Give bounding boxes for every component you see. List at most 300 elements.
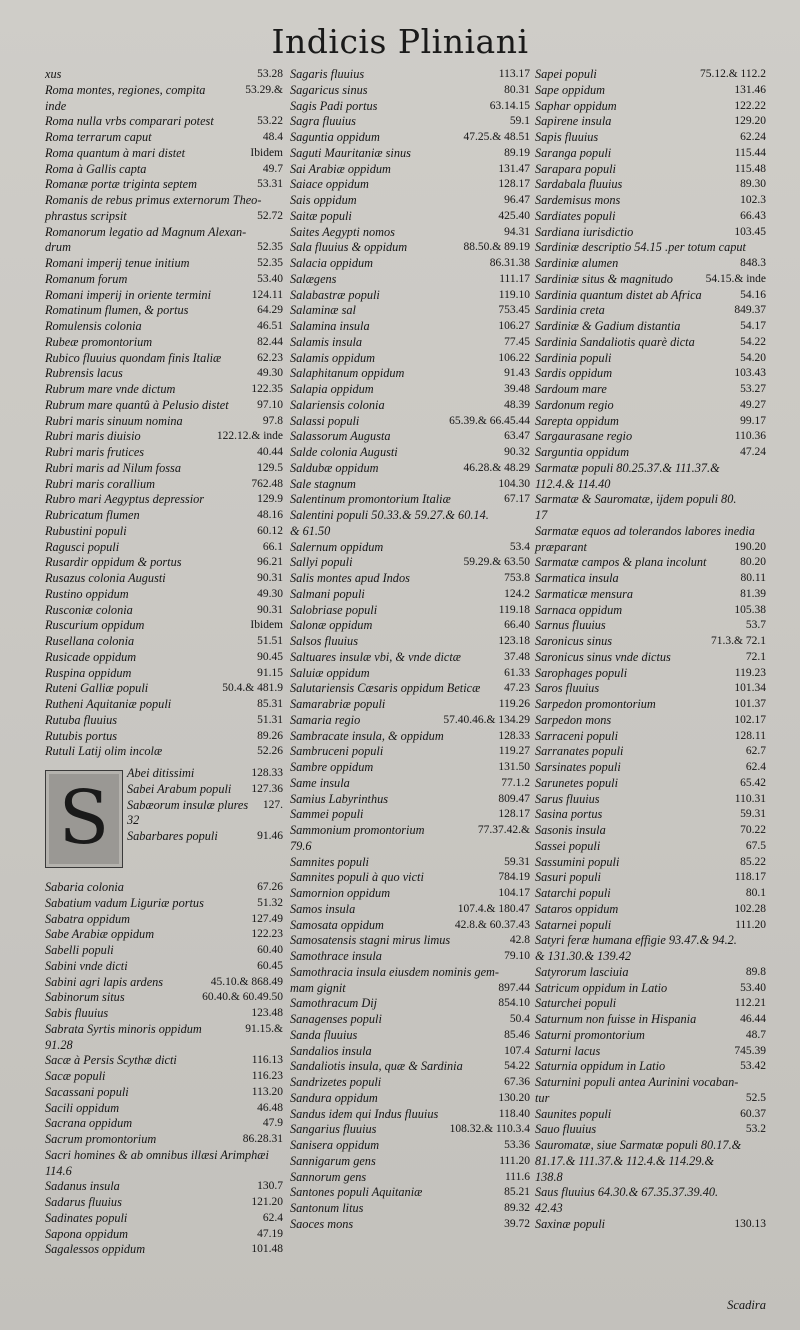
index-entry [290,666,530,682]
index-entry [127,782,283,798]
entry-term: Rusconiæ colonia [45,602,133,617]
index-entry [45,366,283,382]
entry-reference: 49.30 [257,587,283,600]
entry-reference: 91.43 [504,367,530,380]
entry-reference: 118.40 [498,1107,530,1120]
index-entry [45,67,283,83]
index-entry [290,303,530,319]
entry-reference: 89.26 [257,729,283,742]
entry-term: Sarguntia oppidum [535,445,630,459]
entry-reference: 52.35 [257,257,283,269]
entry-term: Sardiates populi [535,208,616,223]
index-entry [45,975,283,991]
entry-term: Rubrum mare quantû à Pelusio distet [45,397,229,412]
entry-reference: 66.43 [740,209,766,222]
index-entry [45,650,283,666]
entry-term: Salassi populi [290,413,360,428]
entry-term: Sambruceni populi [290,744,384,759]
index-entry [290,225,530,241]
entry-term: Sadinates populi [45,1210,128,1225]
index-entry [535,508,766,524]
entry-term: Romanis de rebus primus externorum Theo- [45,193,262,207]
entry-term: Satarchi populi [535,886,611,900]
entry-reference: 105.38 [734,603,766,616]
entry-term: Sarmatæ populi 80.25.37.& 111.37.& [535,460,720,475]
index-entry [45,256,283,272]
entry-reference: 89.32 [504,1202,530,1214]
entry-reference: 897.44 [498,981,530,994]
entry-reference: 122.12.& inde [216,430,283,443]
index-entry [535,1012,766,1028]
entry-reference: 90.31 [257,603,283,616]
entry-reference: 91.15 [257,666,283,679]
entry-term: Roma quantum à mari distet [45,145,186,160]
index-entry [127,766,283,782]
entry-term: Rubri maris sinuum nomina [45,413,183,428]
index-entry [45,1116,283,1132]
entry-term: Saturnia oppidum in Latio [535,1059,666,1074]
entry-reference: 39.72 [504,1217,530,1230]
index-entry [45,880,283,896]
index-entry [535,603,766,619]
entry-reference: 48.4 [262,131,283,143]
index-entry [290,618,530,634]
index-entry [290,697,530,713]
index-entry [45,618,283,634]
index-entry [290,807,530,823]
entry-reference: 66.40 [504,619,530,632]
index-entry [127,813,283,829]
entry-reference: 57.40.46.& 134.29 [443,713,530,726]
index-entry [290,933,530,949]
entry-term: Sanagenses populi [290,1012,382,1026]
entry-term: Saites Aegypti nomos [290,224,395,239]
index-entry [535,1185,766,1201]
entry-reference: 59.1 [509,115,530,128]
index-entry [290,1154,530,1170]
entry-term: Sabarbares populi [127,829,218,843]
entry-reference: 89.30 [740,178,766,191]
entry-term: Sardoum mare [535,382,607,396]
index-entry [290,744,530,760]
entry-reference: 90.45 [257,650,283,663]
entry-term: Salapia oppidum [290,382,374,396]
entry-reference: 86.31.38 [489,257,530,269]
entry-reference: 86.28.31 [242,1133,283,1145]
entry-reference: 39.48 [504,383,530,395]
entry-term: Rubri maris frutices [45,445,145,459]
entry-reference: 53.2 [745,1123,766,1136]
index-entry [535,634,766,650]
index-entry [290,414,530,430]
entry-term: Sarmatæ campos & plana incolunt [535,555,707,570]
entry-term: Sarraceni populi [535,728,618,743]
index-entry [45,99,283,115]
entry-reference: 111.17 [499,272,530,285]
entry-term: Salamina insula [290,319,370,333]
entry-term: Saus fluuius 64.30.& 67.35.37.39.40. [535,1185,719,1200]
entry-term: Saronicus sinus vnde dictus [535,649,671,664]
entry-reference: 67.26 [257,881,283,893]
entry-term: Salis montes apud Indos [290,571,410,585]
index-entry [535,776,766,792]
entry-term: Samos insula [290,901,356,916]
entry-term: Sarsinates populi [535,760,621,774]
entry-term: Ruscurium oppidum [45,618,145,633]
entry-reference: 123.18 [498,635,530,647]
entry-term: Salamis oppidum [290,350,376,365]
index-entry [290,193,530,209]
index-entry [45,114,283,130]
entry-term: Sacæ à Persis Scythæ dicti [45,1053,177,1068]
index-entry [45,524,283,540]
entry-term: Sabini agri lapis ardens [45,974,164,989]
entry-term: Sangarius fluuius [290,1122,377,1137]
index-entry [45,1006,283,1022]
entry-term: Samarabriæ populi [290,697,386,711]
index-entry [45,990,283,1006]
entry-term: Saros fluuius [535,681,600,696]
entry-term: Sabei Arabum populi [127,781,232,796]
entry-reference: 48.16 [257,509,283,521]
index-entry [535,792,766,808]
entry-term: Sapona oppidum [45,1226,129,1241]
entry-term: Saguti Mauritaniæ sinus [290,145,411,160]
index-entry [45,209,283,225]
index-entry [535,209,766,225]
entry-term: Ruteni Galliæ populi [45,681,149,696]
entry-reference: 753.8 [504,572,530,584]
index-entry [290,461,530,477]
index-entry [45,681,283,697]
entry-reference: 130.13 [734,1217,766,1230]
entry-term: Rustino oppidum [45,586,129,601]
entry-reference: 51.31 [257,713,283,726]
entry-reference: 107.4.& 180.47 [457,902,530,915]
entry-term: Abei ditissimi [127,766,195,780]
entry-term: Sacili oppidum [45,1100,120,1115]
entry-reference: 46.28.& 48.29 [463,461,530,474]
index-entry [290,603,530,619]
entry-term: Rutuba fluuius [45,712,118,727]
entry-term: Sardiana iurisdictio [535,224,634,239]
entry-term: Sabrata Syrtis minoris oppidum [45,1021,202,1036]
entry-reference: 121.20 [251,1196,283,1208]
index-entry [290,902,530,918]
entry-reference: 51.32 [257,896,283,909]
entry-reference: 112.21 [734,997,766,1010]
entry-reference: 102.28 [734,902,766,915]
entry-reference: 129.9 [257,493,283,506]
entry-reference: 40.44 [257,446,283,458]
index-entry [45,1242,283,1258]
index-entry [290,996,530,1012]
index-entry [45,1179,283,1195]
index-entry [45,1195,283,1211]
entry-term: Sadanus insula [45,1179,120,1194]
index-column-3 [535,67,766,1233]
index-entry [290,1201,530,1217]
entry-reference: 101.37 [734,698,766,710]
entry-reference: 77.45 [504,335,530,348]
entry-term: Sagaricus sinus [290,82,368,97]
entry-reference: 53.28 [257,68,283,80]
entry-term: Romani imperij tenue initium [45,256,190,270]
index-entry [45,927,283,943]
index-column-1 [45,67,283,1258]
entry-term: Salsos fluuius [290,634,358,648]
entry-reference: 96.47 [504,194,530,206]
entry-reference: 54.22 [740,335,766,348]
index-entry [45,288,283,304]
entry-term: Sapirene insula [535,114,612,129]
index-entry [290,1170,530,1186]
entry-term: præparant [535,539,587,554]
index-entry [535,130,766,146]
entry-reference: 111.6 [504,1170,530,1183]
entry-term: Sarmatæ & Sauromatæ, ijdem populi 80. [535,492,737,507]
entry-reference: 111.20 [499,1154,530,1167]
index-entry [45,587,283,603]
index-entry [45,351,283,367]
entry-term: Sarus fluuius [535,791,600,806]
entry-reference: 784.19 [498,871,530,884]
entry-term: Salernum oppidum [290,539,384,554]
entry-reference: 60.40 [257,944,283,956]
index-entry [535,618,766,634]
entry-reference: 113.17 [498,68,530,80]
index-entry [290,587,530,603]
index-entry [290,130,530,146]
entry-reference: 45.10.& 868.49 [210,975,283,988]
entry-reference: 88.50.& 89.19 [463,241,530,254]
entry-term: Sagalessos oppidum [45,1242,146,1257]
index-entry [290,729,530,745]
entry-term: Sabatra oppidum [45,911,131,926]
index-entry [290,681,530,697]
entry-term: 42.43 [535,1201,563,1215]
index-entry [535,351,766,367]
index-entry [535,524,766,540]
index-entry [535,240,766,256]
index-entry [535,382,766,398]
index-entry [535,272,766,288]
index-entry [290,870,530,886]
index-entry [45,634,283,650]
entry-term: Saranga populi [535,145,612,160]
index-entry [45,697,283,713]
entry-term: Saxinæ populi [535,1216,606,1231]
entry-reference: 60.40.& 60.49.50 [202,991,283,1004]
entry-reference: 46.48 [257,1101,283,1114]
index-entry [535,1217,766,1233]
entry-term: & 61.50 [290,523,331,538]
entry-term: Rubri maris corallium [45,476,155,491]
entry-term: Samornion oppidum [290,886,391,900]
index-entry [45,1148,283,1164]
entry-term: Sardiniæ alumen [535,256,619,270]
entry-term: Romatinum flumen, & portus [45,303,189,318]
entry-term: Rusicade oppidum [45,649,137,664]
index-entry [290,67,530,83]
entry-reference: 107.4 [504,1044,530,1057]
entry-reference: 762.48 [251,477,283,490]
entry-term: Sabatium vadum Liguriæ portus [45,895,204,910]
entry-term: Rubro mari Aegyptus depressior [45,492,205,507]
entry-reference: 46.51 [257,320,283,332]
entry-reference: 753.45 [498,304,530,317]
entry-reference: 47.24 [740,446,766,458]
entry-term: Salaphitanum oppidum [290,366,405,381]
entry-reference: 52.26 [257,745,283,758]
entry-term: Saitæ populi [290,208,352,223]
index-entry [535,965,766,981]
entry-term: Sardonum regio [535,397,614,412]
index-entry [45,1022,283,1038]
entry-reference: 81.39 [740,587,766,600]
entry-reference: 128.17 [498,808,530,821]
entry-reference: 79.10 [504,950,530,962]
entry-term: 112.4.& 114.40 [535,476,611,491]
entry-term: & 131.30.& 139.42 [535,949,631,963]
entry-reference: 128.33 [498,729,530,742]
entry-term: Sannorum gens [290,1169,367,1184]
entry-term: Salaminæ sal [290,303,356,318]
entry-term: Salobriase populi [290,602,378,617]
entry-reference: 65.42 [740,776,766,789]
entry-term: Rubrum mare vnde dictum [45,382,176,396]
index-entry [535,697,766,713]
entry-reference: 85.22 [740,855,766,868]
entry-term: Sambre oppidum [290,760,374,774]
index-entry [45,1085,283,1101]
index-entry [290,760,530,776]
entry-term: Sargaurasane regio [535,429,633,444]
entry-reference: 48.39 [504,398,530,411]
entry-term: Saturnini populi antea Aurinini vocaban- [535,1075,739,1089]
entry-reference: 96.21 [257,556,283,569]
entry-term: Sarmatica insula [535,571,619,585]
entry-term: xus [45,67,62,81]
index-entry [45,1038,283,1054]
entry-term: Saturchei populi [535,996,617,1011]
entry-term: Sacrana oppidum [45,1116,133,1131]
entry-reference: 101.48 [251,1243,283,1256]
index-entry [45,1069,283,1085]
index-entry [45,492,283,508]
index-entry [290,634,530,650]
entry-term: Salonæ oppidum [290,618,373,633]
index-entry [290,146,530,162]
index-entry [290,776,530,792]
entry-reference: 53.31 [257,178,283,191]
index-entry [290,524,530,540]
entry-term: Sammei populi [290,807,364,822]
entry-reference: 122.22 [734,99,766,112]
entry-reference: 104.17 [498,887,530,899]
index-entry [45,666,283,682]
index-entry [290,83,530,99]
index-entry [290,571,530,587]
entry-reference: 425.40 [498,209,530,222]
entry-reference: 62.4 [745,761,766,773]
index-entry [290,366,530,382]
entry-reference: 51.51 [257,635,283,647]
entry-reference: 115.44 [734,146,766,159]
index-entry [535,177,766,193]
entry-reference: 47.25.& 48.51 [463,131,530,143]
index-entry [45,83,283,99]
index-entry [535,1154,766,1170]
index-entry [535,729,766,745]
index-entry [290,650,530,666]
index-entry [535,807,766,823]
entry-reference: 71.3.& 72.1 [711,635,766,647]
entry-term: Satyri feræ humana effigie 93.47.& 94.2. [535,933,737,948]
entry-term: Salutariensis Cæsaris oppidum Beticæ [290,681,481,696]
entry-reference: 124.11 [251,288,283,301]
index-entry [290,492,530,508]
entry-term: Santones populi Aquitaniæ [290,1185,423,1200]
entry-term: Sarophages populi [535,665,628,680]
entry-term: Romanæ portæ triginta septem [45,177,198,192]
index-entry [290,177,530,193]
index-entry [290,1075,530,1091]
entry-term: inde [45,98,67,113]
entry-reference: 91.46 [257,830,283,842]
entry-reference: 59.31 [740,808,766,821]
index-entry [290,1217,530,1233]
entry-term: Sammonium promontorium [290,823,425,837]
entry-reference: 67.17 [504,493,530,506]
index-entry [45,603,283,619]
entry-term: 138.8 [535,1169,563,1184]
index-entry [45,240,283,256]
index-entry [290,918,530,934]
index-entry [290,477,530,493]
entry-term: Sauo fluuius [535,1122,597,1137]
index-entry [535,398,766,414]
entry-reference: 128.11 [734,729,766,742]
entry-term: Salabastræ populi [290,287,380,302]
entry-reference: 75.12.& 112.2 [699,68,766,80]
index-entry [535,256,766,272]
entry-term: Sacassani populi [45,1084,129,1099]
entry-term: Saunites populi [535,1106,612,1121]
entry-term: Samosatensis stagni mirus limus [290,933,451,948]
index-entry [45,540,283,556]
index-entry [535,1201,766,1217]
entry-term: Rubrensis lacus [45,366,123,381]
entry-reference: 53.22 [257,115,283,128]
index-entry [535,288,766,304]
entry-reference: 85.46 [504,1028,530,1041]
entry-reference: 119.26 [498,698,530,710]
entry-term: Sarpedon promontorium [535,697,656,711]
index-entry [290,1107,530,1123]
entry-reference: 85.31 [257,698,283,710]
index-entry [535,1107,766,1123]
entry-reference: 129.20 [734,115,766,128]
entry-term: Salde colonia Augusti [290,445,398,459]
index-entry [535,650,766,666]
entry-term: Sardabala fluuius [535,177,623,192]
index-entry [535,760,766,776]
entry-term: Rubri maris ad Nilum fossa [45,460,181,475]
index-entry [45,130,283,146]
entry-reference: 108.32.& 110.3.4 [449,1123,530,1136]
index-entry [535,429,766,445]
